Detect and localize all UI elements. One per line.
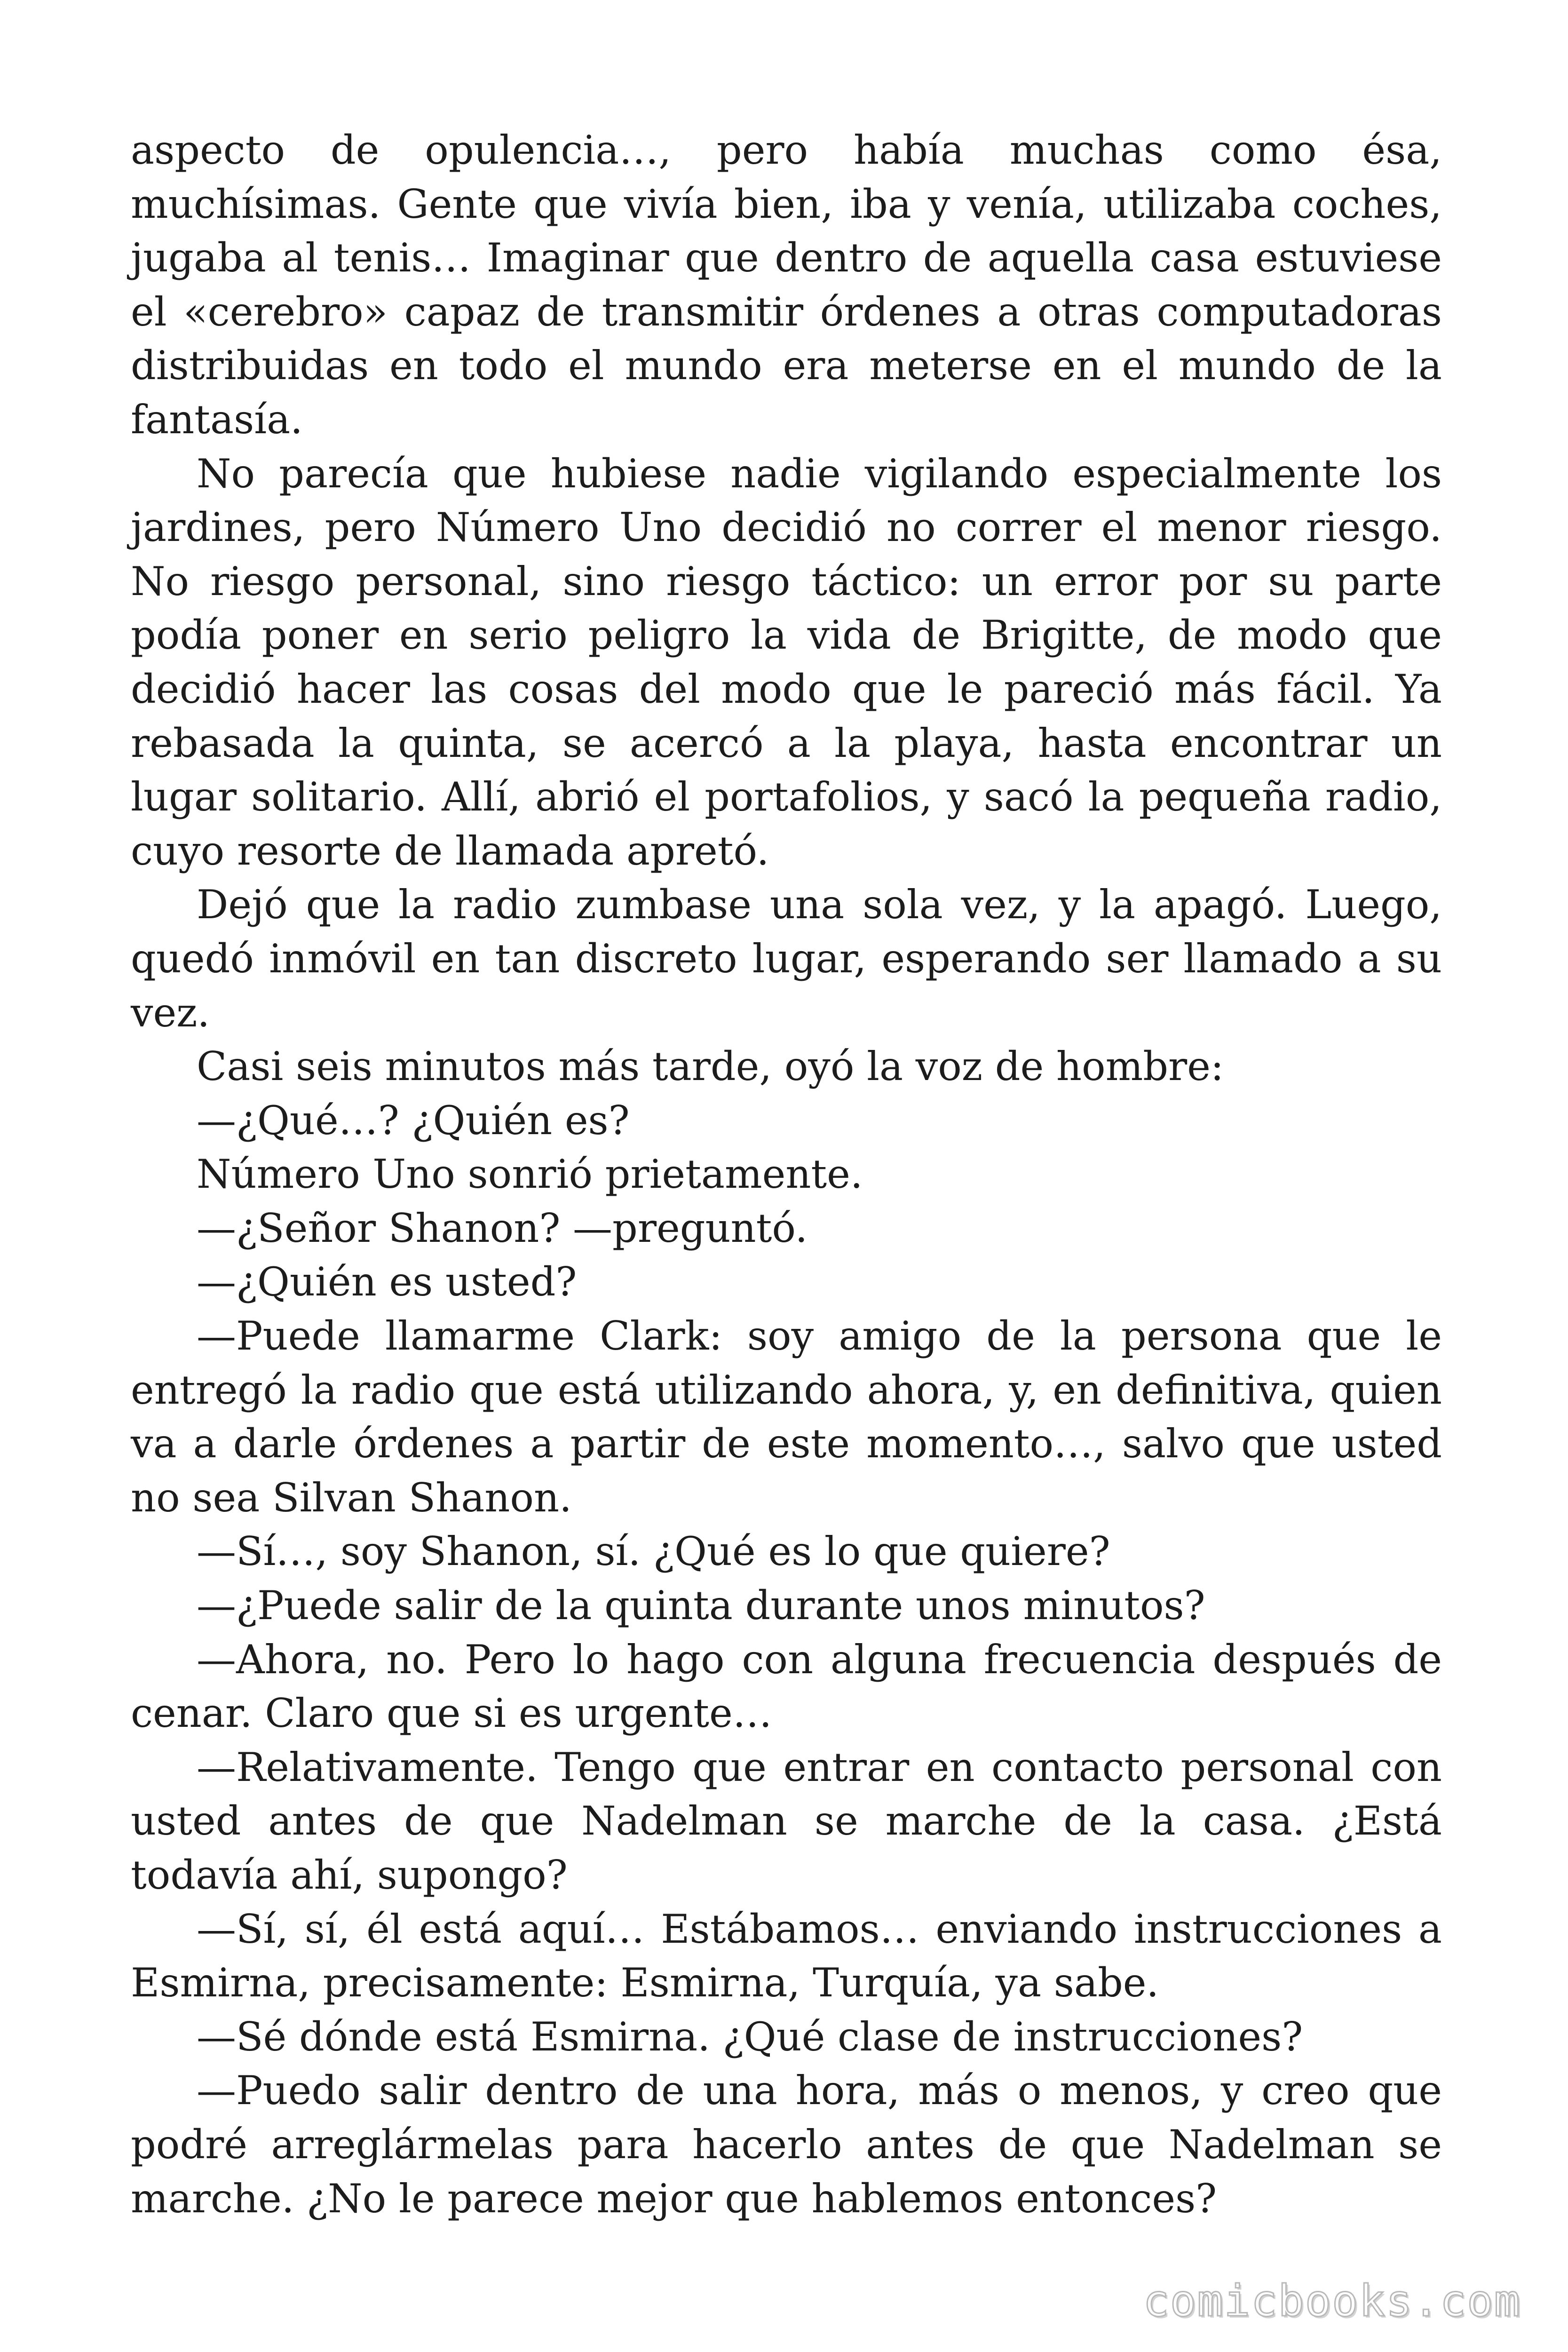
dialogue-line: —Puede llamarme Clark: soy amigo de la persona que le entregó la radio que está utilizando ahora, y, en definitiva, quien va a darle órdenes a partir de este momento…, salvo que usted no sea Silvan Shanon. bbox=[131, 1313, 1442, 1521]
dialogue-line: —Sé dónde está Esmirna. ¿Qué clase de instrucciones? bbox=[197, 2013, 1303, 2060]
dialogue-line: —¿Qué…? ¿Quién es? bbox=[197, 1097, 630, 1144]
paragraph: aspecto de opulencia…, pero había muchas como ésa, muchísimas. Gente que vivía bien, iba y venía, utilizaba coches, jugaba al tenis… Imaginar que dentro de aquella casa estuviese el «cerebro» capaz de transmitir órdenes a otras computadoras distribuidas en todo el mundo era meterse en el mundo de la fantasía. bbox=[131, 127, 1442, 443]
dialogue-line: —Relativamente. Tengo que entrar en contacto personal con usted antes de que Nadelman se marche de la casa. ¿Está todavía ahí, supongo? bbox=[131, 1744, 1442, 1898]
dialogue-line: —Puedo salir dentro de una hora, más o menos, y creo que podré arreglármelas para hacerlo antes de que Nadelman se marche. ¿No le parece mejor que hablemos entonces? bbox=[131, 2067, 1442, 2222]
dialogue-line: —¿Quién es usted? bbox=[197, 1259, 577, 1305]
paragraph: Dejó que la radio zumbase una sola vez, y la apagó. Luego, quedó inmóvil en tan discreto lugar, esperando ser llamado a su vez. bbox=[131, 882, 1442, 1036]
paragraph: Número Uno sonrió prietamente. bbox=[197, 1151, 863, 1198]
dialogue-line: —¿Señor Shanon? —preguntó. bbox=[197, 1205, 808, 1251]
dialogue-line: —¿Puede salir de la quinta durante unos minutos? bbox=[197, 1582, 1205, 1629]
watermark-logo: comicbooks.com bbox=[1143, 2276, 1521, 2326]
dialogue-line: —Sí…, soy Shanon, sí. ¿Qué es lo que quiere? bbox=[197, 1528, 1110, 1575]
dialogue-line: —Sí, sí, él está aquí… Estábamos… enviando instrucciones a Esmirna, precisamente: Esmirna, Turquía, ya sabe. bbox=[131, 1906, 1442, 2006]
body-text bbox=[131, 123, 1442, 2225]
dialogue-line: —Ahora, no. Pero lo hago con alguna frecuencia después de cenar. Claro que si es urgente… bbox=[131, 1636, 1442, 1737]
paragraph: No parecía que hubiese nadie vigilando especialmente los jardines, pero Número Uno decidió no correr el menor riesgo. No riesgo personal, sino riesgo táctico: un error por su parte podía poner en serio peligro la vida de Brigitte, de modo que decidió hacer las cosas del modo que le pareció más fácil. Ya rebasada la quinta, se acercó a la playa, hasta encontrar un lugar solitario. Allí, abrió el portafolios, y sacó la pequeña radio, cuyo resorte de llamada apretó. bbox=[131, 450, 1442, 874]
paragraph: Casi seis minutos más tarde, oyó la voz de hombre: bbox=[197, 1043, 1224, 1090]
